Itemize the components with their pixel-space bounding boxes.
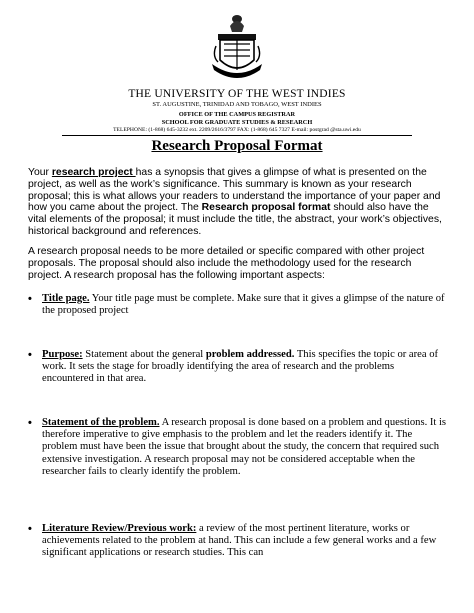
item-emphasis: problem addressed.	[205, 349, 295, 360]
list-item-purpose	[42, 349, 448, 386]
item-label: Literature Review/Previous work:	[42, 523, 197, 534]
intro-paragraph-1	[28, 167, 448, 238]
list-item-statement-of-problem	[42, 417, 448, 478]
document-title: Research Proposal Format	[151, 138, 323, 154]
item-label: Purpose:	[42, 349, 83, 360]
bullet-icon: •	[28, 349, 32, 361]
bullet-icon: •	[28, 293, 32, 305]
intro-text: has a synopsis that gives a glimpse of what is presented on the project, as well as the work’s significance. This summary is known as your research proposal; this is what allows your readers to understand the importance of your paper and how you came about the project. The	[28, 167, 441, 214]
term-research-project: research project	[51, 167, 136, 178]
item-label: Title page.	[42, 293, 90, 304]
intro-text: Your	[28, 167, 52, 178]
item-text: Your title page must be complete. Make sure that it gives a glimpse of the nature of the proposed project	[42, 293, 445, 317]
list-item-literature-review	[42, 523, 448, 560]
university-crest-logo	[208, 10, 266, 80]
item-label: Statement of the problem.	[42, 417, 160, 428]
term-research-proposal-format: Research proposal format	[201, 202, 331, 214]
bullet-icon: •	[28, 523, 32, 535]
school-name: SCHOOL FOR GRADUATE STUDIES & RESEARCH	[161, 119, 313, 126]
university-name: THE UNIVERSITY OF THE WEST INDIES	[128, 88, 346, 100]
item-text: A research proposal is done based on a problem and questions. It is therefore imperative to give emphasis to the problem and let the readers identify it. The problem must have been the issue that brought about the study, the concern that required such extensive investigation. A research proposal may not be considered acceptable when the researcher fails to clearly identify the problem.	[42, 417, 447, 477]
item-text: a review of the most pertinent literature, works or achievements related to the problem at hand. This can include a few general works and a few significant applications or research studies. This can	[42, 523, 437, 559]
list-item-title-page	[42, 293, 448, 317]
office-name: OFFICE OF THE CAMPUS REGISTRAR	[178, 111, 296, 118]
item-text: Statement about the general	[82, 349, 206, 360]
bullet-icon: •	[28, 417, 32, 429]
item-text: This specifies the topic or area of work. It sets the stage for broadly identifying the area of research and the problems encountered in that area.	[42, 349, 439, 385]
header-divider	[62, 135, 412, 136]
intro-text: should also have the vital elements of the proposal; it must include the title, the abstract, your work’s objectives, historical background and references.	[28, 202, 442, 237]
campus-address: ST. AUGUSTINE, TRINIDAD AND TOBAGO, WEST INDIES	[152, 101, 322, 108]
contact-line: TELEPHONE: (1-868) 645-3232 ext. 2209/2616/3797 FAX: (1-868) 645 7327 E-mail: postgrad @sta.uwi.edu	[113, 127, 361, 133]
intro-paragraph-2: A research proposal needs to be more detailed or specific compared with other project proposals. The proposal should also include the methodology used for the research project. A research proposal has the following important aspects:	[28, 246, 425, 281]
